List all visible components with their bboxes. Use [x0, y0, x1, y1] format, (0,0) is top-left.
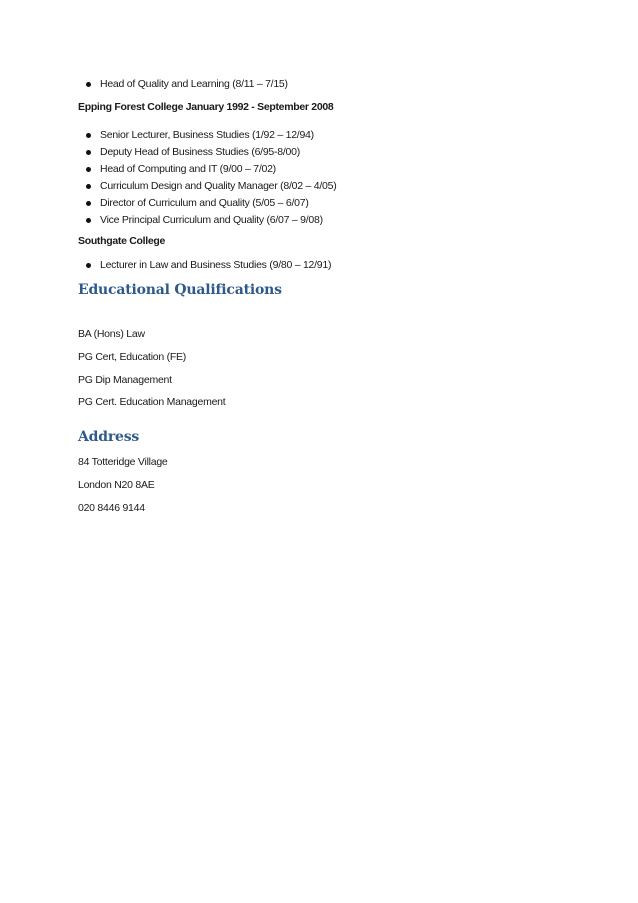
southgate-college-label: Southgate College — [78, 235, 166, 247]
list-item: Head of Quality and Learning (8/11 – 7/15) — [100, 78, 288, 90]
address-street: 84 Totteridge Village — [78, 456, 168, 468]
qualification-item: BA (Hons) Law — [78, 328, 145, 340]
list-item: Director of Curriculum and Quality (5/05 – 6/07) — [100, 197, 309, 209]
list-item: Vice Principal Curriculum and Quality (6/07 – 9/08) — [100, 214, 323, 226]
address-heading: Address — [78, 429, 140, 445]
qualification-item: PG Cert. Education Management — [78, 396, 226, 408]
list-item: Senior Lecturer, Business Studies (1/92 – 12/94) — [100, 129, 314, 141]
address-phone: 020 8446 9144 — [78, 502, 145, 514]
address-city-postcode: London N20 8AE — [78, 479, 155, 491]
epping-college-label: Epping Forest College January 1992 - September 2008 — [78, 101, 334, 113]
list-item: Curriculum Design and Quality Manager (8/02 – 4/05) — [100, 180, 337, 192]
qualification-item: PG Cert, Education (FE) — [78, 351, 187, 363]
list-item: Lecturer in Law and Business Studies (9/80 – 12/91) — [100, 259, 332, 271]
list-item: Head of Computing and IT (9/00 – 7/02) — [100, 163, 276, 175]
list-item: Deputy Head of Business Studies (6/95-8/00) — [100, 146, 300, 158]
qualification-item: PG Dip Management — [78, 374, 172, 386]
qualifications-heading: Educational Qualifications — [78, 282, 282, 298]
